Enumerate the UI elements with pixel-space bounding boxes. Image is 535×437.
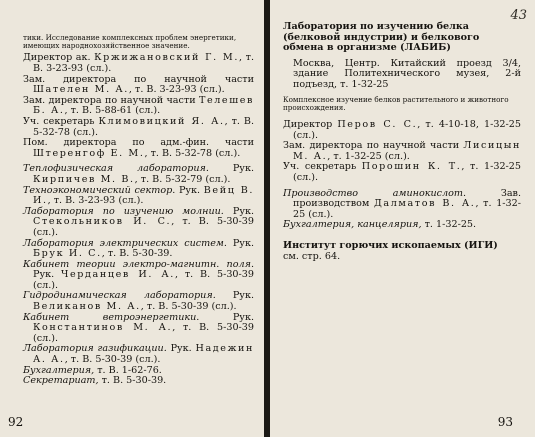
lab-rest: , т. В. 5-30-39 (сл.). bbox=[33, 322, 254, 344]
staff-role: Пом. директора по адм.-фин. части bbox=[23, 137, 254, 149]
unit-entry bbox=[283, 220, 521, 231]
staff-name: Климовицкий Я. А. bbox=[98, 115, 225, 127]
lab-rest: , т. В. 5-30-39 (сл.). bbox=[140, 301, 237, 313]
staff-rest: , т. В. 3-23-93 (сл.). bbox=[33, 52, 254, 74]
lab-title: Лаборатория по изучению молнии. bbox=[23, 205, 224, 217]
staff-name: Кржижановский Г. М. bbox=[94, 52, 240, 64]
staff-rest: , т. В. 5-32-78 (сл.). bbox=[33, 115, 254, 138]
staff-entry bbox=[23, 138, 254, 159]
staff-rest: , т. 1-32-25 (сл.). bbox=[327, 150, 410, 162]
lab-head: Брук И. С. bbox=[33, 248, 102, 260]
lab-head: Вейц В. И. bbox=[33, 184, 255, 207]
lab-head: Стекольников И. С. bbox=[33, 216, 172, 228]
staff-name: Телешев Б. А. bbox=[33, 94, 254, 117]
lab-mid: Рук. bbox=[215, 290, 254, 302]
staff-entry bbox=[283, 162, 521, 183]
lab-entry bbox=[23, 239, 254, 260]
lab-rest: , т. В. 5-32-79 (сл.). bbox=[134, 173, 231, 185]
staff-role: Зам. директора по научной части bbox=[23, 94, 199, 106]
unit-title: Бухгалтерия, канцелярия, bbox=[283, 219, 422, 231]
lab-entry bbox=[23, 260, 254, 292]
lab-head: Черданцев И. А. bbox=[61, 269, 175, 281]
lab-mid: Рук. bbox=[226, 237, 254, 249]
staff-rest: , т. 1-32-25 (сл.). bbox=[293, 161, 521, 183]
lab-mid: Рук. bbox=[166, 343, 196, 355]
unit-mid: Зав. производством bbox=[293, 187, 522, 210]
lab-title: Лаборатория электрических систем. bbox=[23, 237, 227, 249]
lab-rest: т. В. 5-30-39. bbox=[98, 375, 167, 387]
unit-title: Производство аминокислот. bbox=[283, 187, 467, 199]
page-number: 92 bbox=[8, 415, 24, 429]
right-page bbox=[270, 0, 535, 437]
staff-rest: , т. В. 5-88-61 (сл.). bbox=[64, 105, 161, 117]
lab-title: Лаборатория газификации. bbox=[23, 343, 167, 355]
unit-rest: , т. 1-32-25 (сл.). bbox=[293, 198, 521, 220]
lab-title: Секретариат, bbox=[23, 375, 99, 387]
staff-entry bbox=[23, 96, 254, 117]
see-also: см. стр. 64. bbox=[283, 250, 341, 262]
lab-mid: Рук. bbox=[199, 311, 254, 323]
lab-mid: Рук. bbox=[175, 184, 204, 196]
staff-name: Порошин К. Т. bbox=[361, 161, 462, 173]
staff-rest: , т. В. 5-32-78 (сл.). bbox=[144, 147, 241, 159]
lab-entry bbox=[23, 344, 254, 365]
staff-entry bbox=[23, 75, 254, 96]
staff-role: Уч. секретарь bbox=[283, 161, 362, 173]
staff-name: Штеренгоф Е. М. bbox=[33, 147, 145, 159]
lab-head: Великанов М. А. bbox=[33, 301, 141, 313]
staff-entry bbox=[23, 117, 254, 138]
staff-rest: , т. 4-10-18, 1-32-25 (сл.). bbox=[293, 118, 521, 141]
staff-entry bbox=[283, 120, 521, 141]
lab-title: Кабинет ветроэнергетики. bbox=[23, 311, 200, 323]
lab-title: Кабинет теории электро-магнитн. поля. bbox=[23, 258, 254, 270]
staff-role: Директор bbox=[283, 118, 338, 130]
page-number: 93 bbox=[497, 415, 513, 429]
lab-rest: , т. В. 5-30-39 (сл.). bbox=[33, 216, 254, 238]
lab-entry bbox=[23, 207, 254, 239]
lab-head: Кирпичев М. В. bbox=[33, 173, 135, 185]
lab-entry bbox=[23, 376, 254, 387]
lab-entry bbox=[23, 313, 254, 345]
staff-role: Зам. директора по научной части bbox=[23, 73, 254, 85]
lab-rest: , т. В. 3-23-93 (сл.). bbox=[47, 195, 144, 207]
address: Москва, Центр. Китайский проезд 3/4, здание Политехнического музея, 2-й подъезд, т. 1-32-25 bbox=[293, 57, 521, 90]
lab-head: Константинов М. А. bbox=[33, 322, 173, 334]
lab-entry bbox=[23, 186, 254, 207]
staff-role: Зам. директора по научной части bbox=[283, 140, 464, 152]
lab-title: Бухгалтерия, bbox=[23, 364, 95, 376]
description: Комплексное изучение белков растительного и животного происхождения. bbox=[283, 94, 509, 112]
handwritten-mark: 43 bbox=[510, 8, 527, 23]
unit-entry bbox=[283, 189, 521, 221]
staff-rest: , т. В. 3-23-93 (сл.). bbox=[128, 84, 225, 96]
section-heading: Институт горючих ископаемых (ИГИ) bbox=[283, 239, 498, 251]
left-intro: тики. Исследование комплексных проблем энергетики, имеющих народнохозяйственное значение. bbox=[23, 33, 237, 51]
lab-rest: , т. В. 5-30-39 (сл.). bbox=[33, 269, 254, 291]
lab-title: Гидродинамическая лаборатория. bbox=[23, 290, 216, 302]
lab-title: Теплофизическая лаборатория. bbox=[23, 163, 209, 175]
lab-mid: Рук. bbox=[208, 163, 254, 175]
lab-entry bbox=[23, 164, 254, 185]
staff-entry bbox=[283, 141, 521, 162]
lab-head: Надежин А. А. bbox=[33, 343, 255, 366]
staff-entry bbox=[23, 53, 254, 74]
lab-mid: Рук. bbox=[223, 205, 255, 217]
lab-title: Техноэкономический сектор. bbox=[23, 184, 176, 196]
unit-head: Далматов В. А. bbox=[374, 198, 476, 210]
lab-rest: , т. В. 5-30-39. bbox=[101, 248, 173, 260]
staff-name: Перов С. С. bbox=[337, 118, 418, 130]
staff-role: Директор ак. bbox=[23, 52, 95, 64]
left-page bbox=[0, 0, 264, 437]
unit-rest: т. 1-32-25. bbox=[421, 219, 477, 231]
staff-name: Шателен М. А. bbox=[33, 84, 129, 96]
staff-role: Уч. секретарь bbox=[23, 115, 99, 127]
lab-rest: т. В. 1-62-76. bbox=[94, 364, 162, 376]
lab-rest: , т. В. 5-30-39 (сл.). bbox=[64, 354, 161, 366]
section-heading: Лаборатория по изучению белка (белковой индустрии) и белкового обмена в организме (ЛАБИБ) bbox=[283, 21, 480, 54]
staff-name: Лисицын М. А. bbox=[293, 140, 521, 162]
lab-entry bbox=[23, 291, 254, 312]
lab-mid: Рук. bbox=[33, 269, 61, 281]
